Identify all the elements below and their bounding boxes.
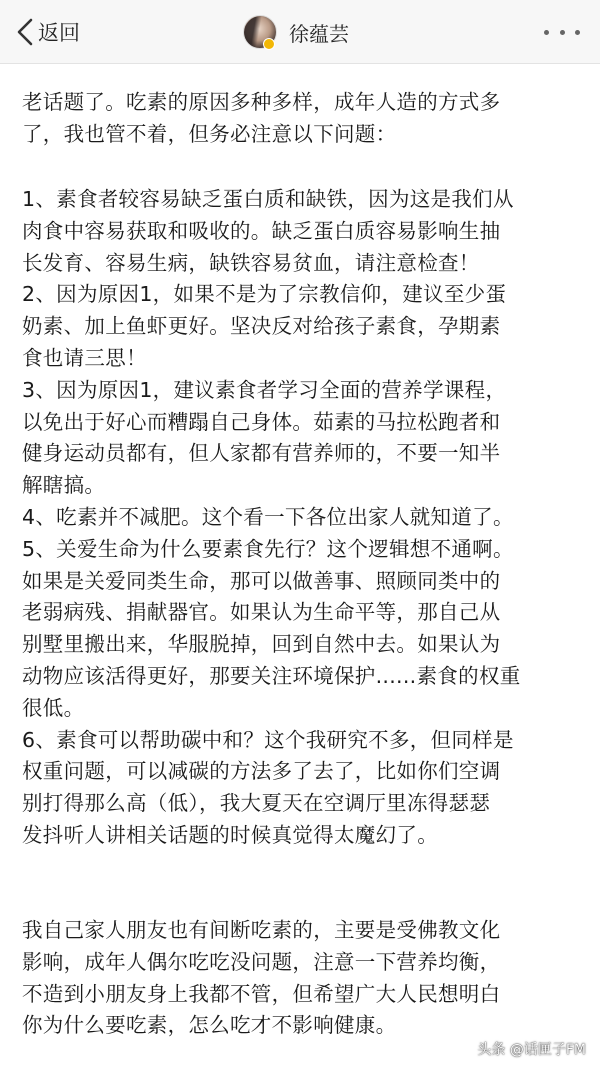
username: 徐蕴芸: [289, 21, 349, 46]
post-intro-paragraph: 老话题了。吃素的原因多种多样，成年人造的方式多 了，我也管不着，但务必注意以下问题：: [22, 90, 501, 146]
post-points-paragraph: 1、素食者较容易缺乏蛋白质和缺铁，因为这是我们从 肉食中容易获取和吸收的。缺乏蛋白质容易影响生抽 长发育、容易生病，缺铁容易贫血，请注意检查！ 2、因为原因1，如果不是为了宗教信仰，建议至少蛋 奶素、加上鱼虾更好。坚决反对给孩子素食，孕期素 食也请三思！ 3、因为原因1，建议素食者学习全面的营养学课程， 以免出于好心而糟蹋自己身体。茹素的马拉松跑者和 健身运动员都有，但人家都有营养师的，不要一知半 解瞎搞。 4、吃素并不减肥。这个看一下各位出家人就知道了。 5、关爱生命为什么要素食先行？这个逻辑想不通啊。 如果是关爱同类生命，那可以做善事、照顾同类中的 老弱病残、捐献器官。如果认为生命平等，那自己从 别墅里搬出来，华服脱掉，回到自然中去。如果认为 动物应该活得更好，那要关注环境保护......素食的权重 很低。 6、素食可以帮助碳中和？这个我研究不多，但同样是 权重问题，可以减碳的方法多了去了，比如你们空调 别打得那么高（低），我大夏天在空调厅里冻得瑟瑟 发抖听人讲相关话题的时候真觉得太魔幻了。: [22, 187, 521, 847]
chevron-left-icon: [14, 17, 36, 47]
verified-badge-icon: [263, 38, 275, 50]
nav-bar: [0, 0, 600, 64]
post-closing-paragraph: 我自己家人朋友也有间断吃素的，主要是受佛教文化 影响，成年人偶尔吃吃没问题，注意一下营养均衡， 不造到小朋友身上我都不管，但希望广大人民想明白 你为什么要吃素，怎么吃才不影响健康。: [22, 918, 501, 1038]
more-dots-icon: [560, 30, 565, 35]
profile-title[interactable]: [243, 13, 349, 51]
back-button[interactable]: [14, 14, 80, 50]
more-dots-icon: [575, 30, 580, 35]
back-label: 返回: [38, 21, 80, 45]
more-dots-icon: [544, 30, 549, 35]
watermark: 头条 @话匣子FM: [477, 1042, 586, 1058]
more-button[interactable]: [544, 20, 580, 44]
